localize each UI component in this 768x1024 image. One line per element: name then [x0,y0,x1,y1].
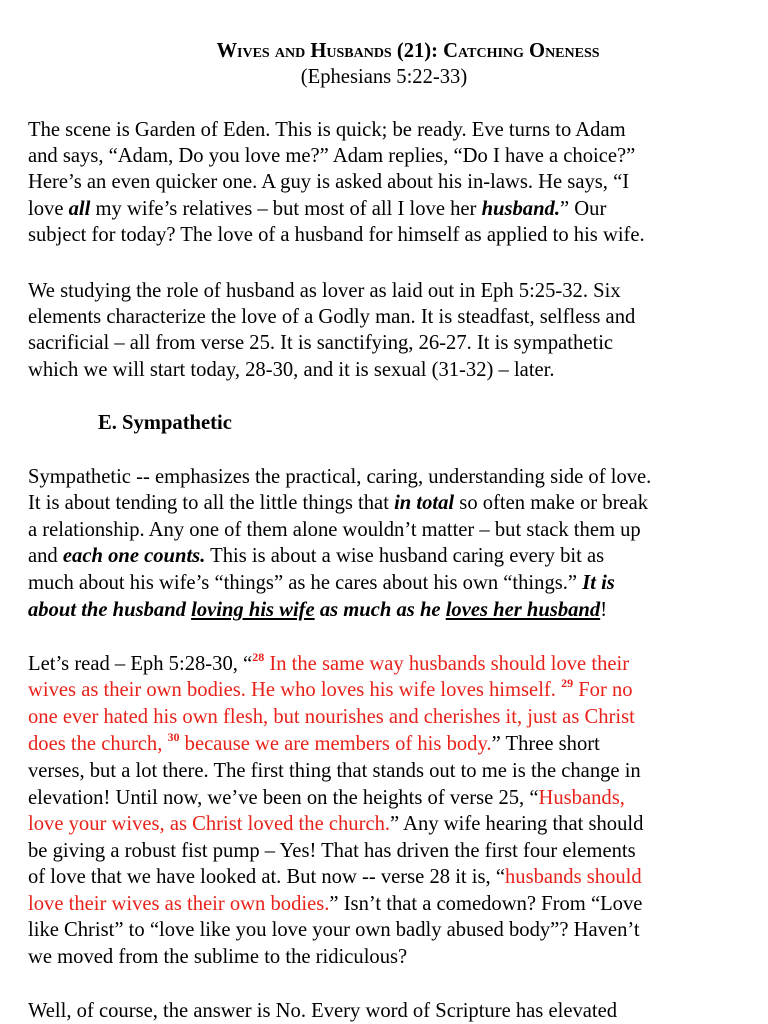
paragraph-3-line-3: a relationship. Any one of them alone wouldn’t matter – but stack them up [28,519,641,541]
paragraph-4-line-7 [28,811,643,837]
text-run: and [28,545,63,567]
scripture-reference: (Ephesians 5:22-33) [300,66,468,88]
paragraph-4-line-11: like Christ” to “love like you love your own badly abused body”? Haven’t [28,919,640,941]
scripture-quote: love your wives, as Christ loved the church. [28,813,391,835]
emphasis-text: about the husband [28,599,192,621]
section-heading: E. Sympathetic [98,412,232,434]
document-title: Wives and Husbands (21): Catching Oneness [216,40,600,62]
emphasis-text: It is [582,572,615,594]
paragraph-4-line-5: verses, but a lot there. The first thing that stands out to me is the change in [28,760,641,782]
paragraph-4-line-9 [28,864,642,890]
scripture-quote: wives as their own bodies. He who loves his wife loves himself. [28,679,562,701]
paragraph-3-line-1: Sympathetic -- emphasizes the practical, caring, understanding side of love. [28,466,652,488]
paragraph-3-line-6 [28,597,607,623]
emphasis-text: in total [394,492,455,514]
paragraph-4-line-6 [28,785,625,811]
paragraph-5-line-1: Well, of course, the answer is No. Every word of Scripture has elevated [28,1000,618,1022]
paragraph-1-line-2: and says, “Adam, Do you love me?” Adam replies, “Do I have a choice?” [28,145,636,167]
paragraph-2-line-3: sacrificial – all from verse 25. It is sanctifying, 26-27. It is sympathetic [28,332,614,354]
verse-number: 28 [252,650,265,664]
emphasis-text: each one counts. [62,545,206,567]
paragraph-4-line-8: be giving a robust fist pump – Yes! That has driven the first four elements [28,840,636,862]
paragraph-2-line-2: elements characterize the love of a Godly man. It is steadfast, selfless and [28,306,636,328]
paragraph-2-line-1: We studying the role of husband as lover as laid out in Eph 5:25-32. Six [28,280,621,302]
text-run: ” Isn’t that a comedown? From “Love [329,893,643,915]
scripture-quote: husbands should [504,866,642,888]
verse-number: 30 [167,730,180,744]
text-run: ” Our [559,198,607,220]
paragraph-2-line-4: which we will start today, 28-30, and it is sexual (31-32) – later. [28,359,555,381]
paragraph-1-line-1: The scene is Garden of Eden. This is quick; be ready. Eve turns to Adam [28,119,626,141]
scripture-quote: Husbands, [538,787,625,809]
underlined-emphasis-text: loves her husband [445,599,601,621]
paragraph-1-line-3: Here’s an even quicker one. A guy is asked about his in-laws. He says, “I [28,171,630,193]
scripture-quote: does the church, [28,733,168,755]
text-run: of love that we have looked at. But now -- verse 28 it is, “ [28,866,505,888]
paragraph-4-line-2 [28,677,633,703]
text-run: so often make or break [454,492,649,514]
emphasis-text: husband. [481,198,560,220]
underlined-emphasis-text: loving his wife [191,599,315,621]
text-run: Let’s read – Eph 5:28-30, “ [28,653,253,675]
emphasis-text: all [68,198,91,220]
text-run: much about his wife’s “things” as he cares about his own “things.” [28,572,583,594]
text-run: This is about a wise husband caring every bit as [205,545,605,567]
paragraph-4-line-3: one ever hated his own flesh, but nourishes and cherishes it, just as Christ [28,706,635,728]
scripture-quote: because we are members of his body. [179,733,492,755]
emphasis-text: as much as he [314,599,446,621]
text-run: my wife’s relatives – but most of all I love her [90,198,482,220]
text-run: love [28,198,69,220]
scripture-quote: love their wives as their own bodies. [28,893,330,915]
scripture-quote: In the same way husbands should love their [264,653,630,675]
text-run: ” Three short [491,733,600,755]
text-run: It is about tending to all the little things that [28,492,395,514]
paragraph-4-line-12: we moved from the sublime to the ridiculous? [28,946,408,968]
text-run: ” Any wife hearing that should [390,813,644,835]
paragraph-4-line-1 [28,651,629,677]
text-run: ! [600,599,608,621]
paragraph-3-line-5 [28,570,615,596]
paragraph-4-line-4 [28,731,600,757]
paragraph-1-line-4 [28,196,606,222]
scripture-quote: For no [573,679,633,701]
paragraph-4-line-10 [28,891,642,917]
paragraph-1-line-5: subject for today? The love of a husband for himself as applied to his wife. [28,224,645,246]
text-run: elevation! Until now, we’ve been on the heights of verse 25, “ [28,787,539,809]
paragraph-3-line-2 [28,490,648,516]
paragraph-3-line-4 [28,543,604,569]
verse-number: 29 [561,676,574,690]
